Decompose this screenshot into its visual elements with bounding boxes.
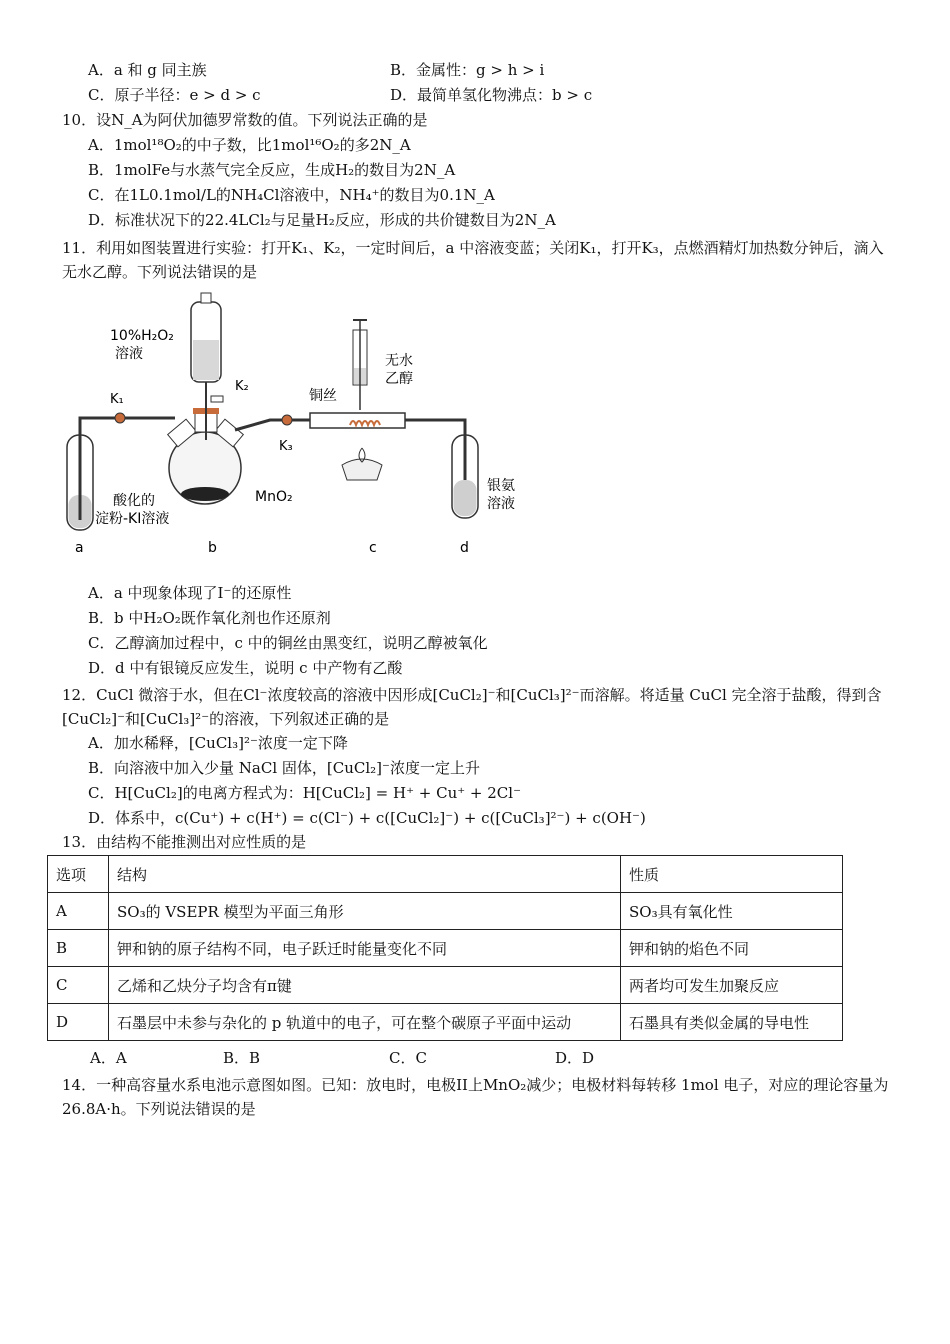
row-b-property: 钾和钠的焰色不同 bbox=[621, 930, 843, 967]
header-property: 性质 bbox=[621, 856, 843, 893]
table-row bbox=[48, 967, 843, 1004]
ethanol-label-2: 乙醇 bbox=[385, 371, 413, 387]
k3-label: K₃ bbox=[279, 439, 293, 454]
q13-choice-d: D．D bbox=[555, 1049, 595, 1067]
k2-valve bbox=[211, 396, 223, 402]
ki-label-1: 酸化的 bbox=[113, 493, 155, 509]
q9-option-a: A．a 和 g 同主族 bbox=[88, 61, 207, 79]
silver-ammonia-label-1: 银氨 bbox=[487, 478, 515, 494]
row-d-option: D bbox=[48, 1004, 109, 1041]
row-c-option: C bbox=[48, 967, 109, 1004]
table-header-row bbox=[48, 856, 843, 893]
q13-choice-b: B．B bbox=[223, 1049, 261, 1067]
table-row bbox=[48, 893, 843, 930]
table-row bbox=[48, 1004, 843, 1041]
k2-label: K₂ bbox=[235, 379, 249, 394]
q10-option-d: D．标准状况下的22.4LCl₂与足量H₂反应，形成的共价键数目为2N_A bbox=[88, 211, 556, 229]
row-c-structure: 乙烯和乙炔分子均含有π键 bbox=[109, 967, 621, 1004]
q14-stem: 14．一种高容量水系电池示意图如图。已知：放电时，电极II上MnO₂减少；电极材料每转移 1mol 电子，对应的理论容量为26.8A·h。下列说法错误的是 bbox=[62, 1076, 889, 1118]
row-a-property: SO₃具有氧化性 bbox=[621, 893, 843, 930]
q13-table bbox=[47, 855, 843, 1041]
mno2-powder bbox=[181, 487, 229, 501]
q12-option-c: C．H[CuCl₂]的电离方程式为：H[CuCl₂] = H⁺ + Cu⁺ + 2Cl⁻ bbox=[88, 784, 522, 802]
k1-valve bbox=[115, 413, 125, 423]
q13-choice-a: A．A bbox=[90, 1049, 127, 1067]
row-b-option: B bbox=[48, 930, 109, 967]
q10-option-c: C．在1L0.1mol/L的NH₄Cl溶液中，NH₄⁺的数目为0.1N_A bbox=[88, 186, 495, 204]
q11-option-d: D．d 中有银镜反应发生，说明 c 中产物有乙酸 bbox=[88, 659, 403, 677]
q12-option-d: D．体系中，c(Cu⁺) + c(H⁺) = c(Cl⁻) + c([CuCl₂]⁻) + c([CuCl₃]²⁻) + c(OH⁻) bbox=[88, 809, 646, 827]
q10-option-a: A．1mol¹⁸O₂的中子数，比1mol¹⁶O₂的多2N_A bbox=[88, 136, 411, 154]
q11-apparatus-figure bbox=[55, 290, 555, 565]
row-a-option: A bbox=[48, 893, 109, 930]
apparatus-label-b: b bbox=[208, 540, 217, 556]
row-d-structure: 石墨层中未参与杂化的 p 轨道中的电子，可在整个碳原子平面中运动 bbox=[109, 1004, 621, 1041]
header-option: 选项 bbox=[48, 856, 109, 893]
q11-option-c: C．乙醇滴加过程中，c 中的铜丝由黑变红，说明乙醇被氧化 bbox=[88, 634, 488, 652]
q13-choice-c: C．C bbox=[389, 1049, 427, 1067]
q10-option-b: B．1molFe与水蒸气完全反应，生成H₂的数目为2N_A bbox=[88, 161, 456, 179]
row-d-property: 石墨具有类似金属的导电性 bbox=[621, 1004, 843, 1041]
q13-stem: 13．由结构不能推测出对应性质的是 bbox=[62, 833, 307, 851]
q9-option-d: D．最简单氢化物沸点：b > c bbox=[390, 86, 593, 104]
apparatus-label-c: c bbox=[369, 540, 377, 556]
q10-stem: 10．设N_A为阿伏加德罗常数的值。下列说法正确的是 bbox=[62, 111, 428, 129]
q11-option-a: A．a 中现象体现了I⁻的还原性 bbox=[88, 584, 292, 602]
ethanol-label-1: 无水 bbox=[385, 353, 413, 369]
ki-label-2: 淀粉-KI溶液 bbox=[95, 511, 170, 527]
q11-stem: 11．利用如图装置进行实验：打开K₁、K₂，一定时间后，a 中溶液变蓝；关闭K₁，打开K₃，点燃酒精灯加热数分钟后，滴入无水乙醇。下列说法错误的是 bbox=[62, 239, 884, 281]
h2o2-label-1: 10%H₂O₂ bbox=[110, 328, 174, 344]
q12-stem: 12．CuCl 微溶于水，但在Cl⁻浓度较高的溶液中因形成[CuCl₂]⁻和[CuCl₃]²⁻而溶解。将适量 CuCl 完全溶于盐酸，得到含[CuCl₂]⁻和[CuCl₃]²⁻的溶液，下列叙述正确的是 bbox=[62, 686, 882, 728]
tube-to-c bbox=[235, 420, 315, 430]
mno2-label: MnO₂ bbox=[255, 489, 293, 505]
q9-option-b: B．金属性：g > h > i bbox=[390, 61, 545, 79]
header-structure: 结构 bbox=[109, 856, 621, 893]
row-a-structure: SO₃的 VSEPR 模型为平面三角形 bbox=[109, 893, 621, 930]
silver-ammonia-label-2: 溶液 bbox=[487, 496, 515, 512]
q12-option-a: A．加水稀释，[CuCl₃]²⁻浓度一定下降 bbox=[88, 734, 348, 752]
k1-label: K₁ bbox=[110, 392, 124, 407]
k3-valve bbox=[282, 415, 292, 425]
q9-option-c: C．原子半径：e > d > c bbox=[88, 86, 261, 104]
reaction-tube-c bbox=[310, 413, 405, 428]
row-c-property: 两者均可发生加聚反应 bbox=[621, 967, 843, 1004]
apparatus-label-a: a bbox=[75, 540, 84, 556]
copper-wire-label: 铜丝 bbox=[309, 388, 337, 404]
row-b-structure: 钾和钠的原子结构不同，电子跃迁时能量变化不同 bbox=[109, 930, 621, 967]
apparatus-label-d: d bbox=[460, 540, 469, 556]
q12-option-b: B．向溶液中加入少量 NaCl 固体，[CuCl₂]⁻浓度一定上升 bbox=[88, 759, 480, 777]
table-row bbox=[48, 930, 843, 967]
q11-option-b: B．b 中H₂O₂既作氧化剂也作还原剂 bbox=[88, 609, 331, 627]
h2o2-label-2: 溶液 bbox=[115, 346, 143, 362]
